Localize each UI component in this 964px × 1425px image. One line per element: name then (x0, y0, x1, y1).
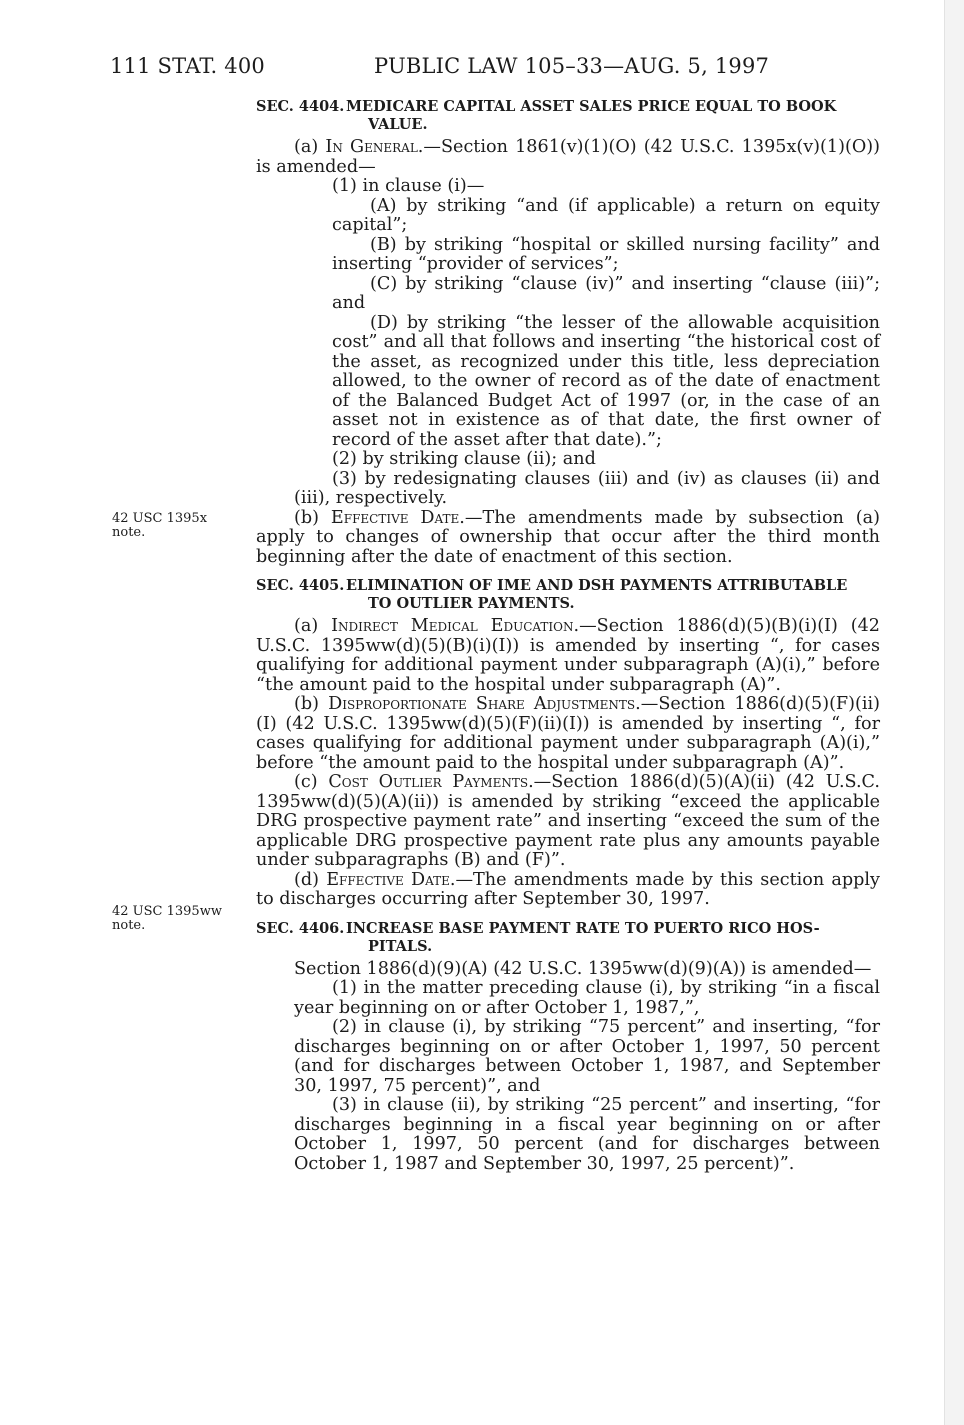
section-title-line: ELIMINATION OF IME AND DSH PAYMENTS ATTRIBUTABLE (346, 577, 848, 594)
subsection-label: (d) (294, 869, 327, 890)
subsection-text: .—The amendments made by this section apply to discharges occurring after September 30, 1997. (256, 869, 880, 909)
clause-B: (B) by striking “hospital or skilled nursing facility” and inserting “provider of services”; (332, 234, 880, 274)
document-body (256, 98, 880, 1174)
section-title (346, 577, 876, 595)
clause-2: (2) by striking clause (ii); and (332, 449, 596, 469)
subsection-text: .—Section 1886(d)(5)(F)(ii)(I) (42 U.S.C. 1395ww(d)(5)(F)(ii)(I)) is amended by inserting “, for cases qualifying for additional payment under subparagraph (A)(i),” before “the amount paid to the hospital under subparagraph (A)”. (256, 694, 880, 773)
stat-page-number: 111 STAT. 400 (110, 54, 265, 78)
margin-note-line: 42 USC 1395x (112, 511, 208, 526)
subsection-label: (c) (294, 772, 329, 792)
margin-note-line: note. (112, 918, 146, 933)
margin-note-line: note. (112, 525, 146, 540)
subsection-caption: Effective Date (330, 507, 460, 528)
section-heading-4405 (256, 577, 880, 613)
section-number: SEC. 4404. (256, 98, 345, 115)
section-heading-4406 (256, 920, 880, 956)
subsection-caption: Cost Outlier Payments (328, 772, 529, 792)
subsection-label: (b) (294, 507, 331, 528)
section-number: SEC. 4405. (256, 577, 345, 594)
subsection-label: (b) (294, 694, 329, 714)
section-title-line: TO OUTLIER PAYMENTS. (368, 595, 575, 612)
section-title (346, 920, 876, 938)
clause-A: (A) by striking “and (if applicable) a return on equity capital”; (332, 195, 880, 235)
section-intro: Section 1886(d)(9)(A) (42 U.S.C. 1395ww(d)(9)(A)) is amended— (294, 958, 872, 979)
section-heading-4404 (256, 98, 880, 134)
subsection-text: .—Section 1886(d)(5)(B)(i)(I) (42 U.S.C. 1395ww(d)(5)(B)(i)(I)) is amended by inserting “, for cases qualifying for additional payment under subparagraph (A)(i),” before “the amount paid to the hospital under subparagraph (A)”. (256, 616, 881, 695)
margin-note-1395ww (112, 905, 242, 933)
subsection-b (256, 509, 880, 568)
subsection-label: (a) (294, 616, 332, 636)
subsection-d (256, 871, 880, 910)
subsection-b (256, 695, 880, 773)
section-title (346, 98, 876, 116)
clause-1: (1) in clause (i)— (332, 176, 485, 196)
page-edge-strip (944, 0, 964, 1425)
margin-note-1395x (112, 512, 242, 540)
subsection-a (256, 138, 880, 177)
clause-C: (C) by striking “clause (iv)” and inserting “clause (iii)”; and (332, 273, 880, 313)
subsection-caption: In General (325, 137, 418, 157)
paragraph-2: (2) in clause (i), by striking “75 percent” and inserting, “for discharges beginning on or after October 1, 1997, 50 percent (and for discharges between October 1, 1987, and September 30, 1997, 75 percent)”, and (294, 1017, 880, 1096)
clause-D: (D) by striking “the lesser of the allowable acquisition cost” and all that follows and inserting “the historical cost of the asset, as recognized under this title, less depreciation allowed, to the owner of record as of the date of enactment of the Balanced Budget Act of 1997 (or, in the case of an asset not in existence as of that date, the first owner of record of the asset after that date).”; (332, 312, 880, 450)
law-title: PUBLIC LAW 105–33—AUG. 5, 1997 (374, 54, 770, 78)
clause-3: (3) by redesignating clauses (iii) and (iv) as clauses (ii) and (iii), respectively. (294, 468, 880, 508)
subsection-c (256, 773, 880, 871)
paragraph-1: (1) in the matter preceding clause (i), by striking “in a fiscal year beginning on or after October 1, 1987,”, (294, 978, 880, 1018)
subsection-text: .—Section 1886(d)(5)(A)(ii) (42 U.S.C. 1395ww(d)(5)(A)(ii)) is amended by striking “exceed the applicable DRG prospective payment rate” and inserting “exceed the sum of the applicable DRG prospective payment rate plus any amounts payable under subparagraphs (B) and (F)”. (256, 772, 880, 870)
page-header (110, 54, 880, 84)
margin-note-line: 42 USC 1395ww (112, 904, 222, 919)
section-title-line: PITALS. (368, 937, 433, 955)
subsection-text: .—The amendments made by subsection (a) apply to changes of ownership that occur after the third month beginning after the date of enactment of this section. (256, 507, 880, 567)
subsection-caption: Disproportionate Share Adjustments (328, 694, 636, 714)
section-title-line: VALUE. (368, 116, 428, 133)
paragraph-3: (3) in clause (ii), by striking “25 percent” and inserting, “for discharges beginning in a fiscal year beginning on or after October 1, 1997, 50 percent (and for discharges between October 1, 1987 and September 30, 1997, 25 percent)”. (294, 1095, 880, 1174)
subsection-label: (a) (294, 137, 326, 157)
subsection-a (256, 617, 880, 695)
subsection-caption: Indirect Medical Education (331, 616, 574, 636)
section-number: SEC. 4406. (256, 919, 345, 937)
subsection-caption: Effective Date (326, 869, 450, 890)
subsection-text: .—Section 1861(v)(1)(O) (42 U.S.C. 1395x(v)(1)(O)) is amended— (256, 137, 880, 177)
section-title-line: INCREASE BASE PAYMENT RATE TO PUERTO RICO HOS- (346, 919, 820, 937)
section-title-line: MEDICARE CAPITAL ASSET SALES PRICE EQUAL TO BOOK (346, 98, 837, 115)
